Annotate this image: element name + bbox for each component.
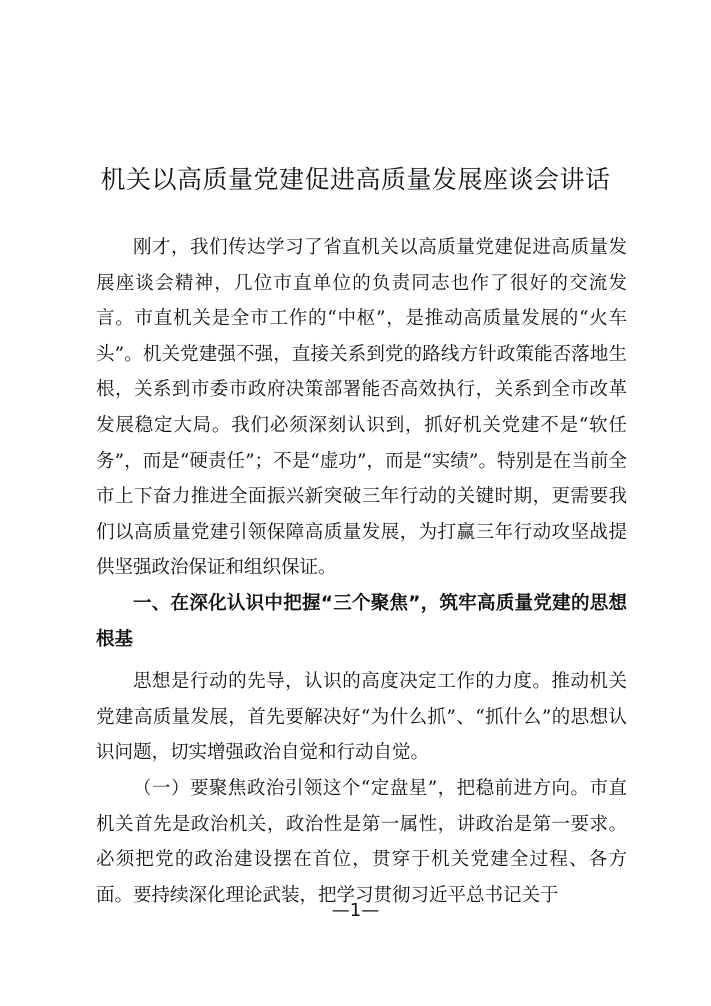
document-title: 机关以高质量党建促进高质量发展座谈会讲话 (100, 165, 611, 194)
page-number: —1— (331, 900, 380, 921)
section-heading: 一、在深化认识中把握“三个聚焦”，筑牢高质量党建的思想根基 (96, 592, 627, 650)
paragraph: 刚才，我们传达学习了省直机关以高质量党建促进高质量发展座谈会精神，几位市直单位的负责同志也作了很好的交流发言。市直机关是全市工作的“中枢”，是推动高质量发展的“火车头”。机关党建强不强，直接关系到党的路线方针政策能否落地生根，关系到市委市政府决策部署能否高效执行，关系到全市改革发展稳定大局。我们必须深刻认识到，抓好机关党建不是“软任务”，而是“硬责任”；不是“虚功”，而是“实绩”。特别是在当前全市上下奋力推进全面振兴新突破三年行动的关键时期，更需要我们以高质量党建引领保障高质量发展，为打赢三年行动攻坚战提供坚强政治保证和组织保证。 (96, 237, 627, 579)
document-body (96, 230, 627, 913)
paragraph: （一）要聚焦政治引领这个“定盘星”，把稳前进方向。市直机关首先是政治机关，政治性是第一属性，讲政治是第一要求。必须把党的政治建设摆在首位，贯穿于机关党建全过程、各方面。要持续深化理论武装，把学习贯彻习近平总书记关于 (96, 777, 627, 906)
paragraph: 思想是行动的先导，认识的高度决定工作的力度。推动机关党建高质量发展，首先要解决好“为什么抓”、“抓什么”的思想认识问题，切实增强政治自觉和行动自觉。 (96, 671, 627, 764)
